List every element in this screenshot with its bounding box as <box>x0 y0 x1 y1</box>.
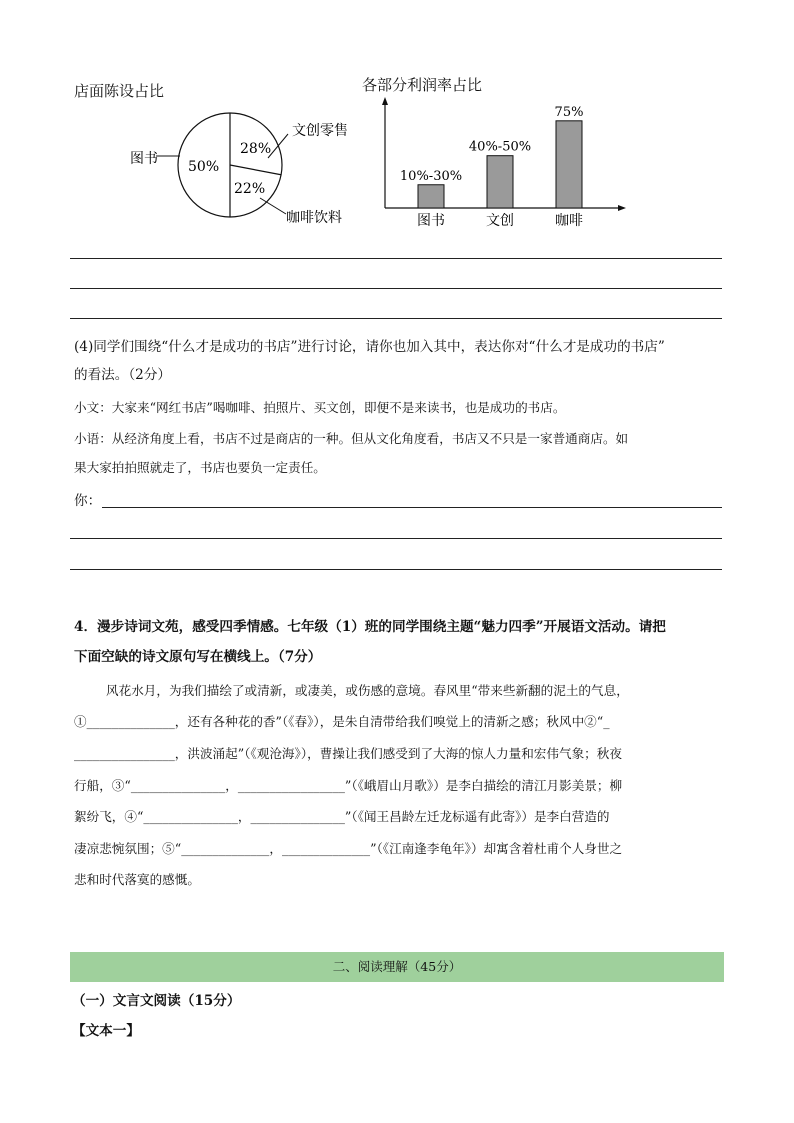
q4-xiaoyu-line1: 小语：从经济角度上看，书店不过是商店的一种。但从文化角度看，书店又不只是一家普通商店。如 <box>74 431 629 446</box>
bar-value-label-3: 75% <box>554 104 584 120</box>
bar-3 <box>556 121 582 208</box>
bar-value-label-2: 40%-50% <box>468 139 532 155</box>
answer-line-2[interactable] <box>70 288 722 289</box>
q4-answer-line-3[interactable] <box>70 569 722 570</box>
bar-x-axis-arrow <box>618 205 626 211</box>
bar-y-axis-arrow <box>382 97 388 105</box>
poem-line-7: 悲和时代落寞的感慨。 <box>74 872 200 887</box>
answer-line-1[interactable] <box>70 258 722 259</box>
subsection-title-classical: （一）文言文阅读（15分） <box>72 993 241 1009</box>
pie-value-books: 50% <box>188 159 220 175</box>
pie-slice-divider-3 <box>230 165 281 175</box>
poem-line-6: 凄凉悲惋氛围；⑤“______________，______________”（《江南逢李龟年》）却寓含着杜甫个人身世之 <box>74 841 623 856</box>
pie-chart <box>120 100 380 240</box>
pie-chart-title: 店面陈设占比 <box>74 82 165 100</box>
q4-prompt-line2: 的看法。（2分） <box>74 367 172 383</box>
poem-line-4: 行船，③“_______________，_________________”（《峨眉山月歌》）是李白描绘的清江月影美景；柳 <box>74 778 623 793</box>
q4-you-label: 你： <box>74 493 102 509</box>
poem-line-2: ①______________，还有各种花的香”（《春》），是朱自清带给我们嗅觉上的清新之感；秋风中②“_ <box>74 714 610 729</box>
pie-label-books: 图书 <box>130 151 158 167</box>
bar-1 <box>418 185 444 208</box>
bar-value-label-1: 10%-30% <box>399 168 463 184</box>
q4-you-answer-line[interactable] <box>102 507 722 508</box>
poem-line-1: 风花水月，为我们描绘了或清新，或凄美，或伤感的意境。春风里“带来些新翻的泥土的气息， <box>106 683 629 698</box>
poem-line-5: 絮纷飞，④“_______________，_______________”（《闻王昌龄左迁龙标遥有此寄》）是李白营造的 <box>74 809 610 824</box>
poem-line-3: ________________，洪波涌起”（《观沧海》），曹操让我们感受到了大海的惊人力量和宏伟气象；秋夜 <box>74 746 622 761</box>
pie-label-coffee: 咖啡饮料 <box>286 210 342 226</box>
pie-label-cultural: 文创零售 <box>292 123 348 139</box>
poem-question-title-line1: 4．漫步诗词文苑，感受四季情感。七年级（1）班的同学围绕主题“魅力四季”开展语文活动。请把 <box>74 619 666 635</box>
q4-prompt-line1: (4)同学们围绕“什么才是成功的书店”进行讨论，请你也加入其中，表达你对“什么才是成功的书店” <box>74 339 665 355</box>
bar-category-label-1: 图书 <box>417 213 445 229</box>
bar-category-label-2: 文创 <box>486 213 514 229</box>
text-one-label: 【文本一】 <box>72 1023 140 1039</box>
bar-2 <box>487 156 513 208</box>
bar-chart-title: 各部分利润率占比 <box>362 76 483 94</box>
bar-category-label-3: 咖啡 <box>555 213 583 229</box>
poem-question-title-line2: 下面空缺的诗文原句写在横线上。（7分） <box>74 649 322 665</box>
answer-line-3[interactable] <box>70 318 722 319</box>
pie-value-cultural: 28% <box>240 141 272 157</box>
pie-value-coffee: 22% <box>234 181 266 197</box>
bar-chart <box>370 95 640 235</box>
pie-leader-coffee <box>260 198 286 214</box>
q4-xiaowen: 小文：大家来“网红书店”喝咖啡、拍照片、买文创，即便不是来读书，也是成功的书店。 <box>74 400 566 415</box>
q4-answer-line-2[interactable] <box>70 538 722 539</box>
section-header-reading: 二、阅读理解（45分） <box>70 952 724 982</box>
q4-xiaoyu-line2: 果大家拍拍照就走了，书店也要负一定责任。 <box>74 460 326 475</box>
